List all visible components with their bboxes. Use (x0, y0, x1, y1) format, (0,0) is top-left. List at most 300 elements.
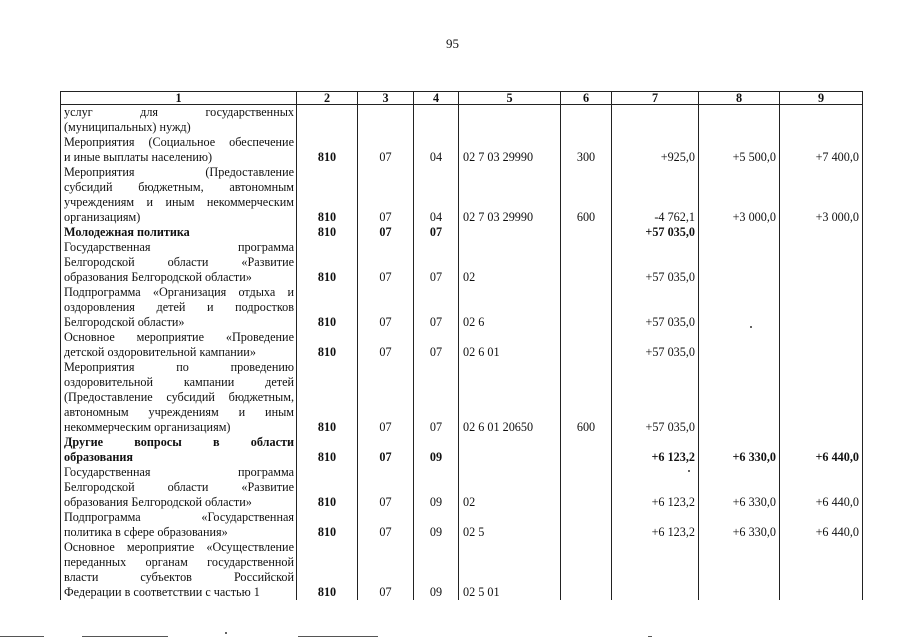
row-description: Государственная программа (61, 465, 297, 480)
row-value (561, 120, 612, 135)
row-value (699, 420, 780, 435)
row-value: 07 (414, 315, 459, 330)
row-value (699, 540, 780, 555)
row-value (780, 570, 863, 585)
row-value (358, 285, 414, 300)
header-row (61, 92, 863, 105)
row-value (414, 390, 459, 405)
table-row (61, 330, 863, 345)
row-value: +57 035,0 (612, 315, 699, 330)
row-value (358, 135, 414, 150)
row-value (414, 540, 459, 555)
row-value (612, 120, 699, 135)
row-value (459, 540, 561, 555)
row-value: +57 035,0 (612, 270, 699, 285)
row-value (358, 555, 414, 570)
row-value (561, 495, 612, 510)
row-value (297, 105, 358, 121)
row-value (561, 105, 612, 121)
row-value (358, 435, 414, 450)
row-value (699, 465, 780, 480)
row-value (612, 300, 699, 315)
row-value: 07 (358, 150, 414, 165)
row-value (297, 165, 358, 180)
row-value (612, 240, 699, 255)
row-value (297, 360, 358, 375)
row-description: учреждениям и иным некоммерческим (61, 195, 297, 210)
row-description: Мероприятия (Социальное обеспечение (61, 135, 297, 150)
row-value (612, 375, 699, 390)
row-value (358, 465, 414, 480)
row-value (297, 570, 358, 585)
row-value (699, 270, 780, 285)
row-value (459, 225, 561, 240)
row-value: 07 (358, 210, 414, 225)
table-row (61, 300, 863, 315)
row-value (358, 240, 414, 255)
row-value (699, 240, 780, 255)
row-value: 07 (358, 225, 414, 240)
row-description: Подпрограмма «Государственная (61, 510, 297, 525)
row-value: +6 330,0 (699, 525, 780, 540)
row-value: 300 (561, 150, 612, 165)
row-value: 07 (414, 270, 459, 285)
row-value (612, 480, 699, 495)
row-value (699, 375, 780, 390)
row-value (358, 330, 414, 345)
row-value (297, 255, 358, 270)
row-value (358, 510, 414, 525)
row-value (612, 585, 699, 600)
row-value (459, 180, 561, 195)
table-row (61, 135, 863, 150)
table-row (61, 510, 863, 525)
row-value (459, 135, 561, 150)
row-value (780, 120, 863, 135)
row-value: 07 (358, 270, 414, 285)
row-value (297, 195, 358, 210)
row-value (561, 525, 612, 540)
table-row (61, 240, 863, 255)
row-value: 810 (297, 525, 358, 540)
row-value (459, 375, 561, 390)
table-row (61, 165, 863, 180)
table-row (61, 285, 863, 300)
row-value (459, 240, 561, 255)
row-value (780, 135, 863, 150)
row-value (699, 195, 780, 210)
row-value (612, 465, 699, 480)
row-description: субсидий бюджетным, автономным (61, 180, 297, 195)
row-value: 810 (297, 495, 358, 510)
row-value (612, 255, 699, 270)
row-value (699, 135, 780, 150)
row-value (699, 255, 780, 270)
row-value (358, 390, 414, 405)
row-value (297, 135, 358, 150)
row-value (358, 300, 414, 315)
row-description: оздоровления детей и подростков (61, 300, 297, 315)
row-description: переданных органам государственной (61, 555, 297, 570)
row-value (297, 510, 358, 525)
scan-edge-line (648, 636, 652, 637)
row-value (414, 120, 459, 135)
row-value (414, 240, 459, 255)
row-value: 07 (414, 420, 459, 435)
row-value: 600 (561, 420, 612, 435)
row-value (561, 165, 612, 180)
row-value: 810 (297, 270, 358, 285)
row-value: 07 (358, 525, 414, 540)
table-row (61, 195, 863, 210)
scan-edge-line (298, 636, 378, 637)
row-description: и иные выплаты населению) (61, 150, 297, 165)
row-value: 07 (358, 495, 414, 510)
table-body (61, 105, 863, 601)
row-value (414, 465, 459, 480)
row-value (561, 585, 612, 600)
row-value (459, 570, 561, 585)
scan-speck (750, 326, 752, 328)
row-value: 02 5 01 (459, 585, 561, 600)
row-value (561, 405, 612, 420)
row-value (297, 375, 358, 390)
scan-speck (688, 470, 690, 472)
row-description: Другие вопросы в области (61, 435, 297, 450)
row-value (699, 390, 780, 405)
row-value (780, 315, 863, 330)
row-value (459, 435, 561, 450)
row-description: услуг для государственных (61, 105, 297, 121)
row-value (612, 435, 699, 450)
row-value (699, 435, 780, 450)
row-value: 810 (297, 210, 358, 225)
row-value: 09 (414, 495, 459, 510)
row-value (612, 405, 699, 420)
row-value (780, 240, 863, 255)
page-number: 95 (446, 36, 459, 51)
table-row (61, 480, 863, 495)
row-value (358, 255, 414, 270)
row-value (612, 135, 699, 150)
header-cell: 9 (780, 92, 863, 105)
row-value: +6 330,0 (699, 495, 780, 510)
row-value (780, 270, 863, 285)
row-value (459, 465, 561, 480)
row-value (699, 570, 780, 585)
row-value (561, 255, 612, 270)
row-value (561, 360, 612, 375)
table-row (61, 405, 863, 420)
row-value: 04 (414, 150, 459, 165)
row-value (414, 435, 459, 450)
row-value (780, 330, 863, 345)
row-value (561, 315, 612, 330)
row-description: Основное мероприятие «Проведение (61, 330, 297, 345)
table-row (61, 360, 863, 375)
row-value: +6 440,0 (780, 495, 863, 510)
row-value (358, 360, 414, 375)
row-value: 02 5 (459, 525, 561, 540)
row-value (561, 390, 612, 405)
row-value: 810 (297, 345, 358, 360)
row-value (414, 165, 459, 180)
row-value (358, 540, 414, 555)
header-cell: 3 (358, 92, 414, 105)
row-value (699, 180, 780, 195)
row-value: 07 (358, 450, 414, 465)
row-description: автономным учреждениям и иным (61, 405, 297, 420)
row-value (612, 165, 699, 180)
row-value (561, 510, 612, 525)
row-value (561, 285, 612, 300)
row-value: 810 (297, 315, 358, 330)
row-value (780, 465, 863, 480)
row-value (459, 555, 561, 570)
row-value (414, 570, 459, 585)
row-value (699, 165, 780, 180)
row-description: (муниципальных) нужд) (61, 120, 297, 135)
row-value (358, 165, 414, 180)
row-value (780, 360, 863, 375)
row-value (459, 255, 561, 270)
row-value (699, 585, 780, 600)
row-description: организациям) (61, 210, 297, 225)
row-value (561, 300, 612, 315)
row-value (459, 480, 561, 495)
table-row (61, 525, 863, 540)
row-value (297, 330, 358, 345)
row-value: 02 (459, 270, 561, 285)
budget-table (60, 91, 863, 600)
row-description: оздоровительной кампании детей (61, 375, 297, 390)
row-value (561, 375, 612, 390)
header-cell: 7 (612, 92, 699, 105)
row-value: +6 440,0 (780, 450, 863, 465)
row-value (459, 450, 561, 465)
row-value (780, 225, 863, 240)
row-value (780, 555, 863, 570)
row-value (780, 300, 863, 315)
row-value (780, 405, 863, 420)
row-value (780, 285, 863, 300)
row-value: +7 400,0 (780, 150, 863, 165)
table-row (61, 390, 863, 405)
row-value: +57 035,0 (612, 345, 699, 360)
table-row (61, 180, 863, 195)
row-description: Мероприятия по проведению (61, 360, 297, 375)
table-row (61, 585, 863, 600)
scan-speck (225, 632, 227, 634)
row-value: +57 035,0 (612, 225, 699, 240)
header-cell: 4 (414, 92, 459, 105)
row-value: 600 (561, 210, 612, 225)
row-value (459, 285, 561, 300)
row-value (414, 255, 459, 270)
row-value (414, 360, 459, 375)
row-description: Федерации в соответствии с частью 1 (61, 585, 297, 600)
table-row (61, 465, 863, 480)
table-row (61, 150, 863, 165)
row-value: 07 (414, 225, 459, 240)
row-value (699, 345, 780, 360)
row-value: 04 (414, 210, 459, 225)
row-value (612, 390, 699, 405)
scan-edge-line (0, 636, 44, 637)
row-value: +6 440,0 (780, 525, 863, 540)
table-row (61, 495, 863, 510)
row-value (612, 195, 699, 210)
row-value (561, 330, 612, 345)
row-value: +3 000,0 (699, 210, 780, 225)
row-value (561, 195, 612, 210)
row-value: 07 (358, 420, 414, 435)
row-value (459, 195, 561, 210)
row-value (780, 390, 863, 405)
row-value: 09 (414, 525, 459, 540)
row-value (612, 330, 699, 345)
row-value (358, 480, 414, 495)
header-cell: 5 (459, 92, 561, 105)
table-row (61, 555, 863, 570)
row-description: (Предоставление субсидий бюджетным, (61, 390, 297, 405)
row-value (699, 330, 780, 345)
row-value (780, 105, 863, 121)
row-value (612, 555, 699, 570)
row-value (297, 540, 358, 555)
row-value (780, 375, 863, 390)
row-value (699, 480, 780, 495)
row-value (699, 300, 780, 315)
table-row (61, 270, 863, 285)
row-description: образования (61, 450, 297, 465)
row-value (561, 435, 612, 450)
row-value (459, 405, 561, 420)
row-value (414, 195, 459, 210)
row-value: 02 7 03 29990 (459, 150, 561, 165)
row-value: 09 (414, 450, 459, 465)
table-row (61, 450, 863, 465)
table-row (61, 345, 863, 360)
row-value (297, 480, 358, 495)
row-value: 02 6 01 (459, 345, 561, 360)
row-value: 810 (297, 420, 358, 435)
row-value (612, 180, 699, 195)
row-value (780, 195, 863, 210)
row-value (561, 240, 612, 255)
row-value (414, 330, 459, 345)
row-value (459, 390, 561, 405)
table-row (61, 570, 863, 585)
row-value (358, 120, 414, 135)
row-value: 07 (358, 315, 414, 330)
row-description: политика в сфере образования» (61, 525, 297, 540)
row-value (780, 540, 863, 555)
row-value: 810 (297, 225, 358, 240)
table-row (61, 255, 863, 270)
row-value (297, 465, 358, 480)
row-value (561, 570, 612, 585)
row-value (780, 585, 863, 600)
row-value (414, 510, 459, 525)
row-value (414, 285, 459, 300)
header-cell: 6 (561, 92, 612, 105)
row-value: 810 (297, 585, 358, 600)
row-description: образования Белгородской области» (61, 270, 297, 285)
row-value (297, 435, 358, 450)
row-value (561, 180, 612, 195)
row-value (699, 225, 780, 240)
table-row (61, 210, 863, 225)
row-value (358, 180, 414, 195)
row-description: Белгородской области» (61, 315, 297, 330)
row-value (612, 105, 699, 121)
row-value (459, 300, 561, 315)
row-description: власти субъектов Российской (61, 570, 297, 585)
table-row (61, 225, 863, 240)
header-cell: 8 (699, 92, 780, 105)
row-value (780, 435, 863, 450)
row-value: 02 6 01 20650 (459, 420, 561, 435)
row-value (358, 570, 414, 585)
row-value (561, 540, 612, 555)
header-cell: 1 (61, 92, 297, 105)
row-value (780, 345, 863, 360)
row-value (561, 555, 612, 570)
row-value (414, 180, 459, 195)
row-value (612, 540, 699, 555)
row-value (699, 360, 780, 375)
row-value (561, 450, 612, 465)
row-value (414, 480, 459, 495)
row-value (612, 285, 699, 300)
row-value (561, 480, 612, 495)
row-value: 07 (358, 345, 414, 360)
row-value (297, 300, 358, 315)
row-description: Белгородской области «Развитие (61, 480, 297, 495)
row-value (459, 510, 561, 525)
row-value (297, 405, 358, 420)
row-value (414, 375, 459, 390)
row-value: +6 330,0 (699, 450, 780, 465)
row-value (297, 285, 358, 300)
row-value (297, 180, 358, 195)
row-value (414, 135, 459, 150)
row-value: 07 (414, 345, 459, 360)
header-cell: 2 (297, 92, 358, 105)
table-row (61, 105, 863, 121)
row-value (612, 570, 699, 585)
table-row (61, 540, 863, 555)
row-value (414, 105, 459, 121)
row-value: +6 123,2 (612, 525, 699, 540)
row-value: +925,0 (612, 150, 699, 165)
row-value: 07 (358, 585, 414, 600)
row-value (561, 345, 612, 360)
row-value: -4 762,1 (612, 210, 699, 225)
row-value (459, 120, 561, 135)
row-value (297, 240, 358, 255)
row-value (358, 405, 414, 420)
row-value (780, 480, 863, 495)
row-value (699, 405, 780, 420)
row-value (699, 555, 780, 570)
row-value (699, 510, 780, 525)
row-value (699, 105, 780, 121)
row-value: 02 (459, 495, 561, 510)
row-description: детской оздоровительной кампании» (61, 345, 297, 360)
row-value (780, 420, 863, 435)
